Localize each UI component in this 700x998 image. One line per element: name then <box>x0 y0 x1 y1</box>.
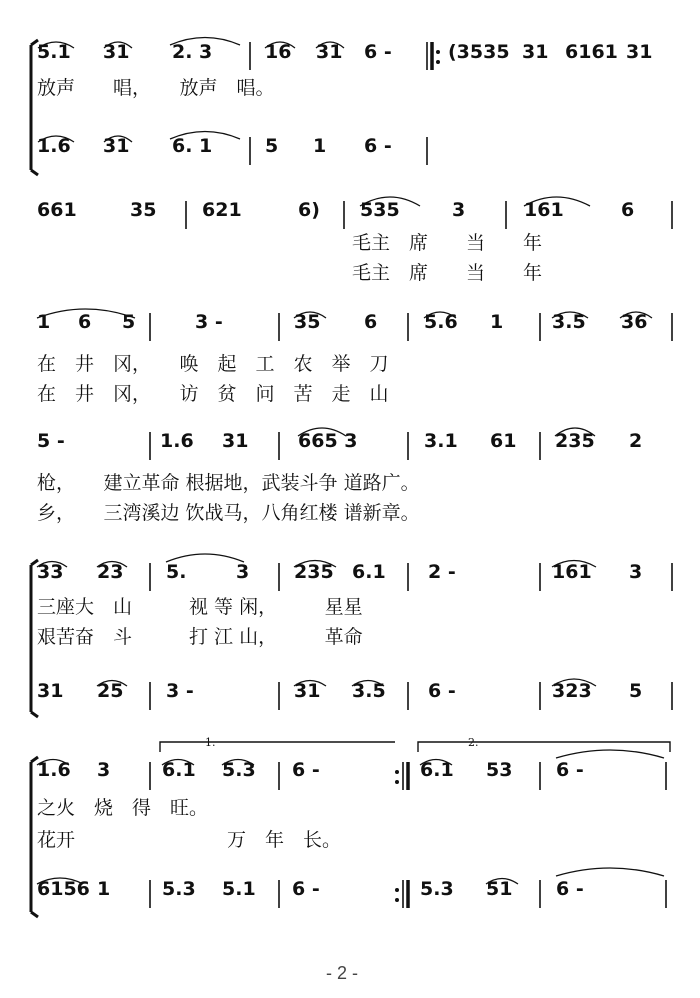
note-group: 5.3 <box>222 759 256 781</box>
note-group: 6161 <box>565 41 618 63</box>
note-group: 3 - <box>195 311 223 333</box>
note-group: 31 <box>316 41 343 63</box>
note-group: 6 - <box>292 878 320 900</box>
note-group: 3.5 <box>552 311 586 333</box>
note-group: 6 - <box>556 759 584 781</box>
lyric-line: 在 井 冈， 唤 起 工 农 举 刀 <box>37 353 389 375</box>
note-group: 6) <box>298 199 320 221</box>
note-group: 6 - <box>428 680 456 702</box>
note-group: 6 <box>621 199 635 221</box>
note-group: 53 <box>486 759 513 781</box>
lyric-line: 枪， 建立革命 根据地，武装斗争 道路广。 <box>37 472 420 494</box>
note-group: 35 <box>130 199 157 221</box>
note-group: 5.6 <box>424 311 458 333</box>
note-group: 535 <box>360 199 400 221</box>
note-group: 31 <box>37 680 64 702</box>
note-group: 6.1 <box>420 759 454 781</box>
note-group: 161 <box>524 199 564 221</box>
lyric-line: 毛主 席 当 年 <box>352 262 543 284</box>
note-group: 2. 3 <box>172 41 213 63</box>
lyric-line: 艰苦奋 斗 打 江 山， 革命 <box>37 626 363 648</box>
note-group: 5.3 <box>420 878 454 900</box>
note-group: 1.6 <box>37 135 71 157</box>
note-group: 6 - <box>364 41 392 63</box>
note-group: 1 <box>490 311 504 333</box>
note-group: 161 <box>552 561 592 583</box>
note-group: 5 <box>122 311 136 333</box>
note-group: 33 <box>37 561 64 583</box>
note-group: 6. 1 <box>172 135 213 157</box>
slurs <box>37 38 664 885</box>
lyric-line: 乡， 三湾溪边 饮战马，八角红楼 谱新章。 <box>37 502 420 524</box>
note-group: (3535 <box>448 41 510 63</box>
note-group: 31 <box>294 680 321 702</box>
note-group: 5 <box>265 135 279 157</box>
note-group: 2 <box>629 430 643 452</box>
note-group: 1.6 <box>37 759 71 781</box>
note-group: 35 <box>294 311 321 333</box>
note-group: 235 <box>294 561 334 583</box>
note-group: 16 <box>265 41 292 63</box>
note-group: 3 <box>629 561 643 583</box>
note-group: 3.5 <box>352 680 386 702</box>
note-group: 6 - <box>364 135 392 157</box>
note-group: 61 <box>490 430 517 452</box>
note-group: 5.1 <box>37 41 71 63</box>
note-group: 1.6 <box>160 430 194 452</box>
note-group: 31 <box>103 135 130 157</box>
note-group: 3 - <box>166 680 194 702</box>
note-group: 5 <box>629 680 643 702</box>
lyric-line: 毛主 席 当 年 <box>352 232 543 254</box>
note-group: 6 <box>78 311 92 333</box>
note-group: 661 <box>37 199 77 221</box>
note-group: 25 <box>97 680 124 702</box>
lyric-line: 放声 唱， 放声 唱。 <box>37 77 275 99</box>
note-group: 6 - <box>556 878 584 900</box>
note-group: 5. <box>166 561 187 583</box>
note-group: 6.1 <box>162 759 196 781</box>
note-group: 235 <box>555 430 595 452</box>
lyric-line: 之火 烧 得 旺。 <box>37 797 209 819</box>
note-group: 31 <box>222 430 249 452</box>
note-group: 6 <box>364 311 378 333</box>
note-group: 31 <box>522 41 549 63</box>
volta-first-label: 1. <box>205 736 216 749</box>
note-group: 621 <box>202 199 242 221</box>
note-group: 6156 <box>37 878 90 900</box>
note-group: 23 <box>97 561 124 583</box>
note-group: 323 <box>552 680 592 702</box>
note-group: 3.1 <box>424 430 458 452</box>
note-group: 1 <box>313 135 327 157</box>
note-group: 5 - <box>37 430 65 452</box>
lyric-line: 三座大 山 视 等 闲， 星星 <box>37 596 363 618</box>
note-group: 2 - <box>428 561 456 583</box>
note-group: 1 <box>97 878 111 900</box>
note-group: 1 <box>37 311 51 333</box>
note-group: 6.1 <box>352 561 386 583</box>
note-group: 5.1 <box>222 878 256 900</box>
page-number: - 2 - <box>326 963 359 983</box>
note-group: 36 <box>621 311 648 333</box>
note-group: 51 <box>486 878 513 900</box>
volta-second-label: 2. <box>468 736 479 749</box>
lyric-line: 花开 万 年 长。 <box>37 829 342 851</box>
lyric-line: 在 井 冈， 访 贫 问 苦 走 山 <box>37 383 389 405</box>
note-group: 665 3 <box>298 430 358 452</box>
note-group: 31 <box>103 41 130 63</box>
note-group: 5.3 <box>162 878 196 900</box>
note-group: 3 <box>452 199 466 221</box>
note-group: 6 - <box>292 759 320 781</box>
note-group: 3 <box>236 561 250 583</box>
note-group: 31 <box>626 41 653 63</box>
note-group: 3 <box>97 759 111 781</box>
